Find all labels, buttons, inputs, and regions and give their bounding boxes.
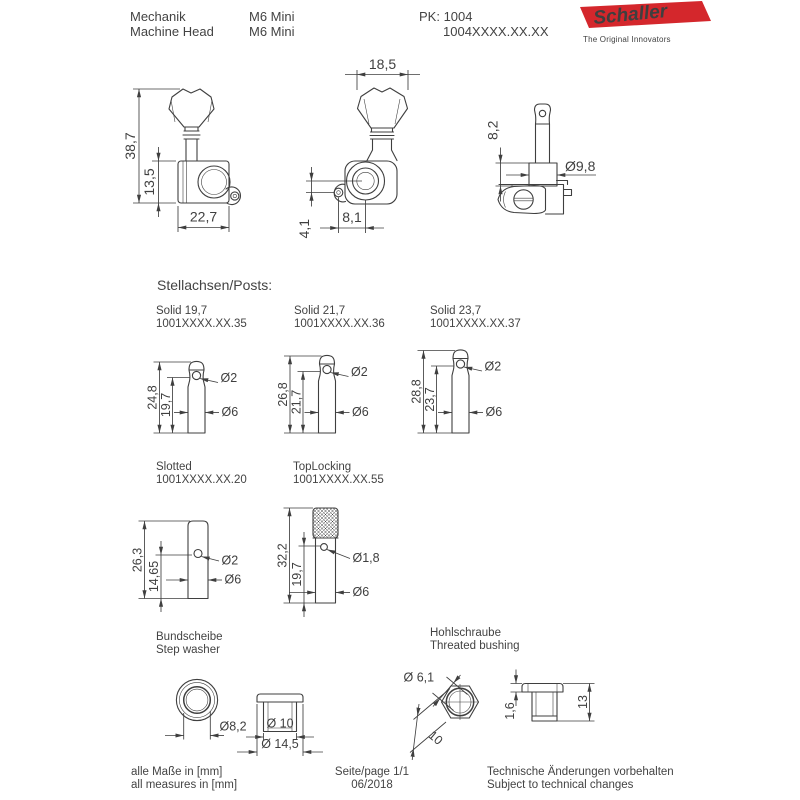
dim-total-length: 26,3 [130, 547, 145, 573]
tuner-button-outline [169, 89, 214, 127]
footer-units-en: all measures in [mm] [131, 778, 238, 791]
dim-washer-hole: Ø8,2 [219, 719, 247, 734]
dim-free-length: 19,7 [290, 562, 304, 587]
footer-notice-de: Technische Änderungen vorbehalten [487, 766, 674, 778]
ext-lines [511, 684, 523, 693]
washer-outer-ring [176, 679, 217, 720]
string-hole [323, 365, 331, 373]
screw-ear-hole-inner [337, 191, 341, 195]
string-post-top [535, 104, 551, 163]
screw-slot [514, 198, 534, 201]
post-outline [319, 355, 336, 433]
tuner-button-outline [358, 88, 408, 128]
side-view-drawing [122, 89, 240, 232]
dim-post-diameter: Ø6 [221, 405, 239, 419]
screw-ear-hole [231, 192, 239, 200]
washer-name-en: Step washer [156, 643, 220, 656]
string-hole [194, 550, 202, 558]
post-outline [188, 521, 208, 599]
dim-post-diameter: Ø6 [485, 405, 503, 419]
mount-plate-edge [183, 161, 187, 203]
doc-title-de: Mechanik [130, 9, 186, 24]
washer-hole-edge [184, 687, 211, 714]
dim-free-length: 23,7 [423, 387, 437, 412]
flange-bevels [528, 684, 557, 693]
dim-total-length: 24,8 [145, 385, 160, 410]
dim-overall-height: 38,7 [122, 132, 138, 160]
model-en: M6 Mini [249, 24, 295, 39]
dim-hole-diameter: Ø2 [351, 365, 368, 379]
post-code: 1001XXXX.XX.37 [430, 317, 521, 330]
dim-free-length: 14,65 [147, 560, 161, 593]
dim-across-flats: 10 [425, 728, 446, 748]
footer-notice-en: Subject to technical changes [487, 778, 634, 791]
dim-hole-diameter: Ø2 [220, 371, 238, 385]
dim-total-length: 26,8 [276, 382, 290, 407]
threaded-bushing-drawing [404, 670, 595, 761]
knurled-lock-knob [313, 508, 338, 538]
post-code: 1001XXXX.XX.36 [294, 317, 385, 330]
post-outline [452, 350, 469, 433]
screw-ear-hole [334, 188, 343, 197]
dim-collar-height: 8,2 [484, 120, 501, 140]
dim-housing-height: 13,5 [141, 168, 157, 196]
dim-post-diameter: Ø6 [352, 585, 370, 599]
dim-free-length: 21,7 [289, 389, 304, 415]
washer-name-de: Bundscheibe [156, 631, 223, 643]
screw-ear-hole-inner [233, 194, 236, 197]
post-solid-19-drawing [146, 361, 239, 433]
washer-flange-side [257, 694, 303, 702]
screw-ear [334, 184, 345, 202]
post-collar [529, 163, 557, 186]
dim-hole-diameter: Ø1,8 [352, 551, 380, 565]
dim-ear-offset: 4,1 [296, 219, 312, 239]
tuner-stem [183, 127, 200, 161]
footer-date: 06/2018 [351, 778, 393, 791]
post-toplocking-drawing [276, 508, 380, 617]
doc-title-en: Machine Head [130, 24, 214, 39]
string-hole [539, 110, 545, 116]
post-code: 1001XXXX.XX.55 [293, 473, 384, 486]
dim-washer-body: Ø 10 [266, 716, 294, 731]
dim-bushing-height: 13 [576, 695, 590, 709]
footer-page-number: Seite/page 1/1 [334, 766, 410, 778]
post-solid-23-drawing [410, 350, 503, 433]
post-name: Slotted [156, 461, 192, 473]
post-name: Solid 23,7 [430, 305, 482, 317]
post-outline [313, 538, 338, 603]
footer-units-de: alle Maße in [mm] [131, 766, 223, 778]
post-slotted-drawing [131, 521, 242, 612]
dim-washer-flange: Ø 14,5 [261, 737, 299, 751]
post-name: TopLocking [293, 461, 352, 473]
worm-screw-head [514, 190, 533, 209]
pk-number: PK: 1004 [419, 9, 473, 24]
washer-step-ring [179, 682, 214, 717]
bushing-name-en: Threated bushing [430, 639, 520, 652]
dim-bushing-hole: Ø 6,1 [403, 670, 435, 685]
ext-lines [496, 163, 530, 186]
pk-code: 1004XXXX.XX.XX [443, 24, 549, 39]
string-hole [192, 371, 200, 379]
washer-hole-chamfer [186, 689, 208, 711]
dim-hole-diameter: Ø2 [484, 359, 502, 374]
dim-free-length: 19,7 [159, 392, 173, 418]
post-outline [188, 361, 205, 433]
tuner-stem [367, 128, 397, 161]
schaller-logo [580, 1, 711, 44]
barrel-thread-lines [536, 692, 553, 716]
dim-total-length: 28,8 [409, 379, 424, 404]
dim-housing-width: 22,7 [189, 208, 218, 225]
string-hole [456, 360, 464, 368]
bushing-name-de: Hohlschraube [430, 627, 501, 639]
top-view-drawing [485, 104, 597, 214]
dim-flange-thickness: 1,6 [503, 702, 517, 720]
dim-total-length: 32,2 [275, 543, 290, 568]
post-code: 1001XXXX.XX.20 [156, 473, 247, 486]
dim-collar-diameter: Ø9,8 [565, 158, 596, 174]
housing-drum-inner [202, 170, 227, 195]
post-name: Solid 19,7 [156, 305, 208, 317]
posts-heading: Stellachsen/Posts: [157, 277, 273, 293]
dim-button-width: 18,5 [368, 56, 397, 72]
front-view-drawing [296, 56, 420, 238]
logo-wordmark: Schaller [592, 0, 669, 29]
dim-hole-diameter: Ø2 [221, 553, 239, 568]
housing-drum [198, 166, 230, 198]
post-solid-21-drawing [276, 355, 369, 433]
dim-post-diameter: Ø6 [224, 572, 242, 587]
logo-tagline: The Original Innovators [583, 35, 671, 44]
tuner-button-facets [364, 99, 400, 124]
dim-post-diameter: Ø6 [352, 405, 369, 419]
string-hole [321, 544, 328, 551]
post-code: 1001XXXX.XX.35 [156, 317, 247, 330]
model-de: M6 Mini [249, 9, 295, 24]
step-washer-drawing [165, 679, 323, 756]
ext-lines [345, 70, 420, 90]
dim-hole-distance: 8,1 [342, 209, 362, 225]
post-name: Solid 21,7 [294, 305, 346, 317]
